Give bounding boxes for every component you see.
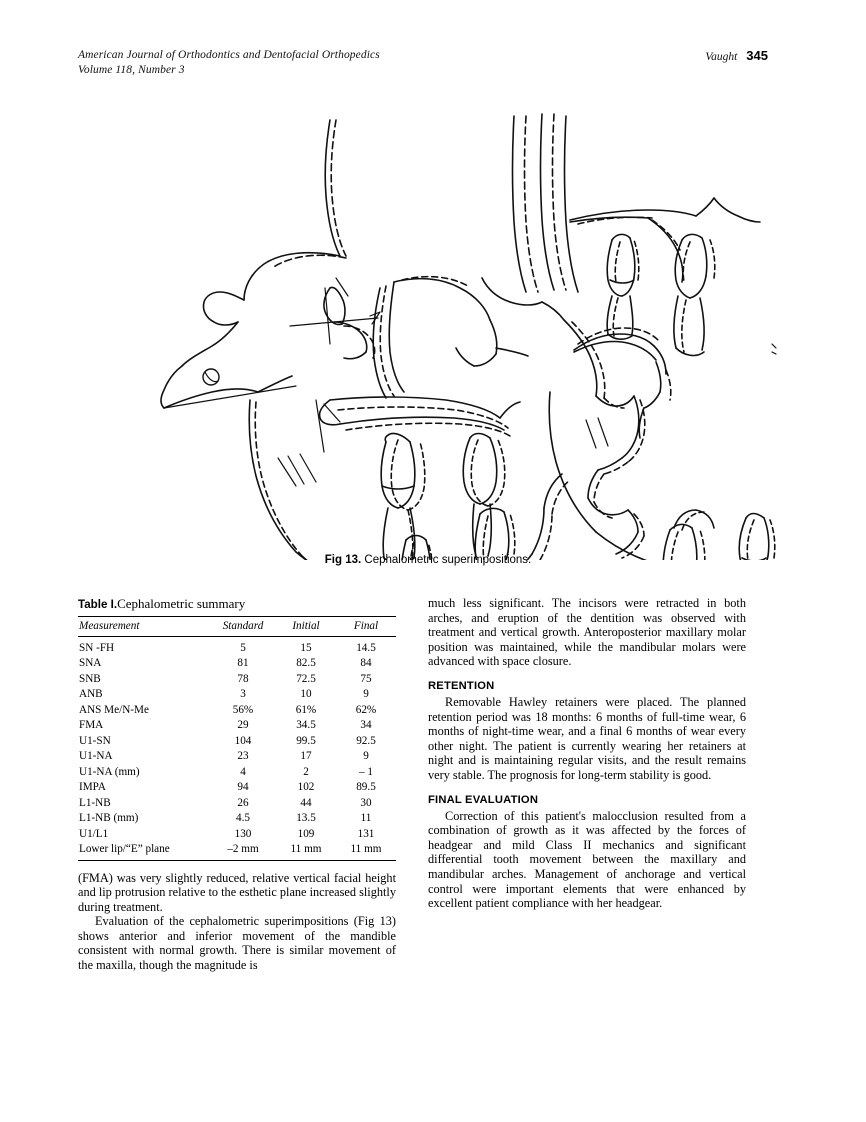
cell-standard: 26 [237, 796, 249, 809]
table-number: Table I. [78, 598, 118, 611]
cell-measurement: U1-NA [79, 750, 113, 763]
left-column [78, 596, 396, 973]
cell-initial: 82.5 [296, 657, 316, 670]
section-heading-final-evaluation: FINAL EVALUATION [428, 793, 539, 806]
table-row [78, 780, 396, 795]
posterior-cranial-outline-final [380, 277, 468, 396]
cell-initial: 2 [303, 765, 309, 778]
table-row [78, 765, 396, 780]
paragraph-final-evaluation: Correction of this patient's malocclusion resulted from a combination of growth as it was affected by the forces of headgear and mild Class II mechanics and significant differential tooth movement between the maxillary and mandibular arches. Management of anchorage and vertical control were important elements that were enhanced by excellent patient compliance with her headgear. [428, 808, 746, 911]
retention-body [428, 695, 746, 783]
cell-standard: 3 [240, 688, 246, 701]
right-column [428, 596, 746, 911]
cell-standard: 4 [240, 765, 246, 778]
cell-standard: 78 [237, 672, 249, 685]
running-head-author: Vaught [705, 51, 738, 63]
paragraph-continued: much less significant. The incisors were retracted in both arches, and eruption of the dentition was observed with treatment and vertical growth. Anteroposterior maxillary molar position was maintained, while the mandibular molars were advanced with space closure. [428, 596, 746, 669]
cell-initial: 72.5 [296, 672, 316, 685]
cell-standard: 81 [237, 657, 249, 670]
sella-landmark-icon [203, 369, 219, 385]
figure-caption-text: Cephalometric superimpositions. [364, 554, 532, 566]
cell-final: 30 [360, 796, 372, 809]
running-head [78, 48, 768, 78]
cervical-spine-outline [513, 114, 579, 292]
cell-final: 9 [363, 750, 369, 763]
cell-final: 75 [360, 672, 372, 685]
cell-final: 89.5 [356, 781, 376, 794]
cell-initial: 61% [295, 703, 317, 716]
table-title-text: Cephalometric summary [117, 596, 246, 611]
cephalometric-tracing-svg [78, 100, 778, 560]
cell-measurement: FMA [79, 719, 104, 732]
pterygoid-region [482, 278, 564, 356]
cell-initial: 102 [297, 781, 315, 794]
cell-measurement: U1-SN [79, 734, 111, 747]
cell-standard: 29 [237, 719, 249, 732]
maxillary-regional-incisor-final [613, 240, 639, 336]
cell-initial: 109 [297, 827, 315, 840]
cell-initial: 17 [300, 750, 312, 763]
cervical-spine-outline-final [525, 114, 567, 292]
cell-standard: 104 [234, 734, 252, 747]
cell-final: 11 [360, 812, 372, 825]
table-row [78, 637, 396, 657]
table-row [78, 811, 396, 826]
table-bottom-rule [78, 860, 396, 861]
cell-standard: 56% [232, 703, 254, 716]
cell-standard: 5 [240, 642, 246, 654]
table-title [78, 596, 396, 613]
paragraph-evaluation: Evaluation of the cephalometric superimpositions (Fig 13) shows anterior and inferior movement of the mandible consistent with normal growth. There is similar movement of the maxilla, though the magnitude is [78, 914, 396, 973]
table-header-row [78, 617, 396, 637]
table-row [78, 672, 396, 687]
table-row [78, 827, 396, 842]
cell-measurement: L1-NB (mm) [79, 812, 139, 825]
journal-volume: Volume 118, Number 3 [78, 64, 185, 76]
table-row [78, 656, 396, 671]
final-evaluation-body [428, 809, 746, 911]
cell-initial: 99.5 [296, 734, 316, 747]
soft-tissue-profile [564, 320, 639, 554]
cell-standard: 130 [234, 827, 252, 840]
table-row [78, 749, 396, 764]
figure-label: Fig 13. [324, 554, 362, 566]
cell-standard: –2 mm [227, 843, 259, 856]
cell-standard: 23 [237, 750, 249, 763]
maxillary-incisor-tracing [381, 433, 415, 560]
posterior-cranial-outline [373, 279, 497, 398]
figure-13-cephalometric-superimpositions [78, 100, 778, 560]
cell-initial: 13.5 [296, 812, 316, 825]
table-row [78, 842, 396, 859]
column-header-final: Final [336, 617, 396, 637]
cell-measurement: U1-NA (mm) [79, 765, 140, 778]
cranial-base-outline [161, 120, 340, 408]
cell-final: 9 [363, 688, 369, 701]
cell-final: 62% [355, 703, 377, 716]
paragraph-retention: Removable Hawley retainers were placed. The planned retention period was 18 months: 6 months of full-time wear, 6 months of night-time wear, and a final 6 months of wear every other night. The patient is currently wearing her retainers at night and is maintaining regular visits, and the result remains very stable. The prognosis for long-term stability is good. [428, 694, 746, 782]
running-head-author-block [705, 48, 768, 63]
mandible-hatching [278, 454, 316, 486]
cell-measurement: SN -FH [79, 642, 115, 654]
page-number: 345 [746, 48, 768, 63]
cell-final: 131 [357, 827, 375, 840]
cell-initial: 34.5 [296, 719, 316, 732]
cell-final: 11 mm [350, 843, 382, 856]
mandibular-regional-hatching [586, 418, 608, 448]
left-column-body [78, 871, 396, 973]
cell-final: 92.5 [356, 734, 376, 747]
cephalometric-summary-table [78, 616, 396, 860]
table-row [78, 718, 396, 733]
maxillary-incisor-final [391, 440, 425, 560]
cell-standard: 94 [237, 781, 249, 794]
cell-measurement: L1-NB [79, 796, 111, 809]
cell-initial: 44 [300, 796, 312, 809]
maxillary-regional-incisor [607, 234, 635, 339]
table-row [78, 734, 396, 749]
column-header-measurement: Measurement [78, 617, 210, 637]
cell-measurement: ANS Me/N-Me [79, 703, 149, 716]
maxillary-molar-final [471, 440, 505, 506]
soft-tissue-profile-final [572, 322, 645, 558]
cell-initial: 15 [300, 642, 312, 654]
maxillary-regional-superimposition-final [578, 217, 680, 250]
column-header-initial: Initial [276, 617, 336, 637]
cell-final: 14.5 [356, 642, 376, 654]
cell-measurement: SNA [79, 657, 102, 670]
cell-initial: 10 [300, 688, 312, 701]
cell-measurement: ANB [79, 688, 103, 701]
table-row [78, 703, 396, 718]
right-column-body [428, 596, 746, 669]
cell-measurement: Lower lip/“E” plane [79, 843, 170, 856]
right-edge-marks [772, 344, 776, 354]
table-row [78, 796, 396, 811]
cell-final: 84 [360, 657, 372, 670]
figure-caption [78, 553, 778, 568]
cell-initial: 11 mm [290, 843, 322, 856]
cell-final: – 1 [359, 765, 373, 778]
paragraph-fma: (FMA) was very slightly reduced, relative vertical facial height and lip protrusion relative to the esthetic plane increased slightly during treatment. [78, 870, 396, 914]
orbital-rim-outline [324, 287, 367, 358]
column-header-standard: Standard [210, 617, 276, 637]
reference-lines [164, 278, 380, 452]
table-row [78, 687, 396, 702]
cell-standard: 4.5 [236, 812, 250, 825]
journal-title: American Journal of Orthodontics and Dentofacial Orthopedics [78, 49, 380, 61]
cell-measurement: SNB [79, 672, 101, 685]
maxillary-molar-tracing [463, 434, 497, 557]
cell-measurement: U1/L1 [79, 827, 109, 840]
maxillary-regional-superimposition [570, 198, 760, 282]
section-heading-retention: RETENTION [428, 679, 495, 692]
maxilla-outline [319, 397, 520, 430]
running-head-journal-block [78, 48, 380, 78]
cell-measurement: IMPA [79, 781, 106, 794]
cell-final: 34 [360, 719, 372, 732]
